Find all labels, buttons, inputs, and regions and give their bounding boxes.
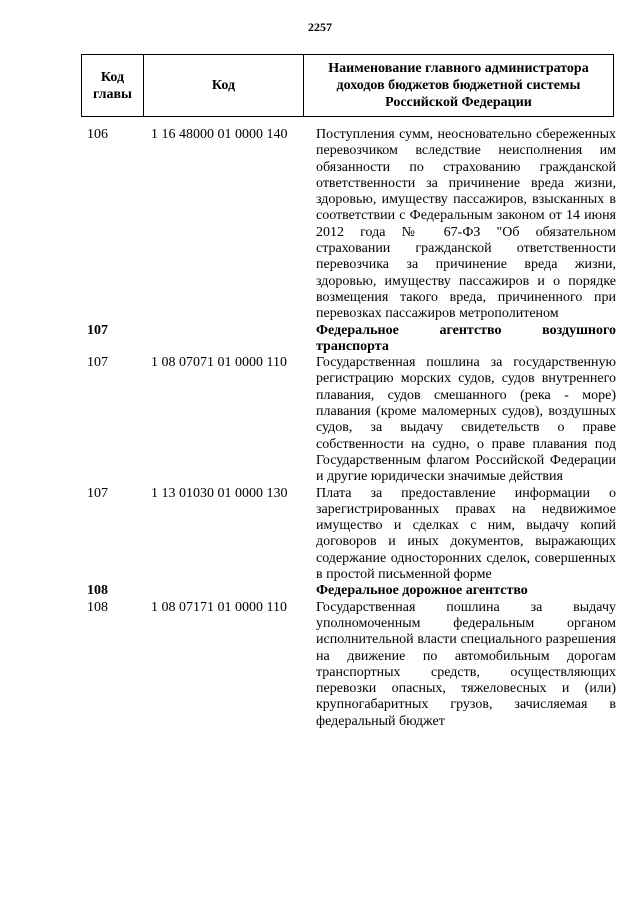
chapter-code: 108 [87,583,108,599]
revenue-code: 1 08 07071 01 0000 110 [151,355,287,371]
revenue-name: Плата за предоставление информации о зарегистрированных правах на недвижимое имущество и сделках с ним, выдачу копий договоров и иных документов, выражающих содержание односторонних сделок, совершенных в простой письменной форме [316,485,616,583]
chapter-code: 107 [87,485,108,501]
table-row [0,600,640,730]
page-number: 2257 [308,20,332,34]
revenue-code [149,583,309,599]
revenue-code: 1 13 01030 01 0000 130 [151,485,288,501]
header-administrator-name: Наименование главного администратора доходов бюджетов бюджетной системы Российской Федерации [328,61,589,110]
chapter-code: 107 [87,355,108,371]
agency-name: Федеральное агентство воздушного транспорта [316,322,616,354]
table-header [81,54,614,117]
table-row [0,127,640,323]
agency-name: Федеральное дорожное агентство [316,583,528,599]
revenue-code: 1 08 07171 01 0000 110 [151,599,287,615]
agency-row [0,323,640,356]
revenue-code: 1 16 48000 01 0000 140 [151,127,288,142]
revenue-name: Государственная пошлина за государственную регистрацию морских судов, судов внутреннего плавания, судов смешанного (река - море) плавания (кроме маломерных судов), воздушных судов, за выдачу свидетельств о праве собственности на судно, о праве плавания под Государственным флагом Российской Федерации и другие юридически значимые действия [316,355,616,485]
revenue-code [149,323,309,356]
header-code: Код [144,55,304,116]
revenue-name: Государственная пошлина за выдачу уполномоченным федеральным органом исполнительной власти специального разрешения на движение по автомобильным дорогам транспортных средств, осуществляющих перевозки опасных, тяжеловесных и (или) крупногабаритных грузов, зачисляемая в федеральный бюджет [316,599,616,729]
chapter-code: 108 [87,599,108,615]
revenue-name: Поступления сумм, неосновательно сбереженных перевозчиком вследствие неисполнения им обязанности по страхованию гражданской ответственности за причинение вреда жизни, здоровью, имуществу пассажиров, взысканных в соответствии с Федеральным законом от 14 июня 2012 года № 67-ФЗ "Об обязательном страховании гражданской ответственности перевозчика за причинение вреда жизни, здоровью, имуществу пассажиров и о порядке возмещения такого вреда, причиненного при перевозках пассажиров метрополитеном [316,127,616,322]
chapter-code: 107 [87,322,108,338]
header-chapter-code: Код главы [82,55,144,116]
table-body [0,127,640,730]
agency-row [0,583,640,599]
table-row [0,355,640,485]
table-row [0,486,640,584]
chapter-code: 106 [87,127,108,142]
